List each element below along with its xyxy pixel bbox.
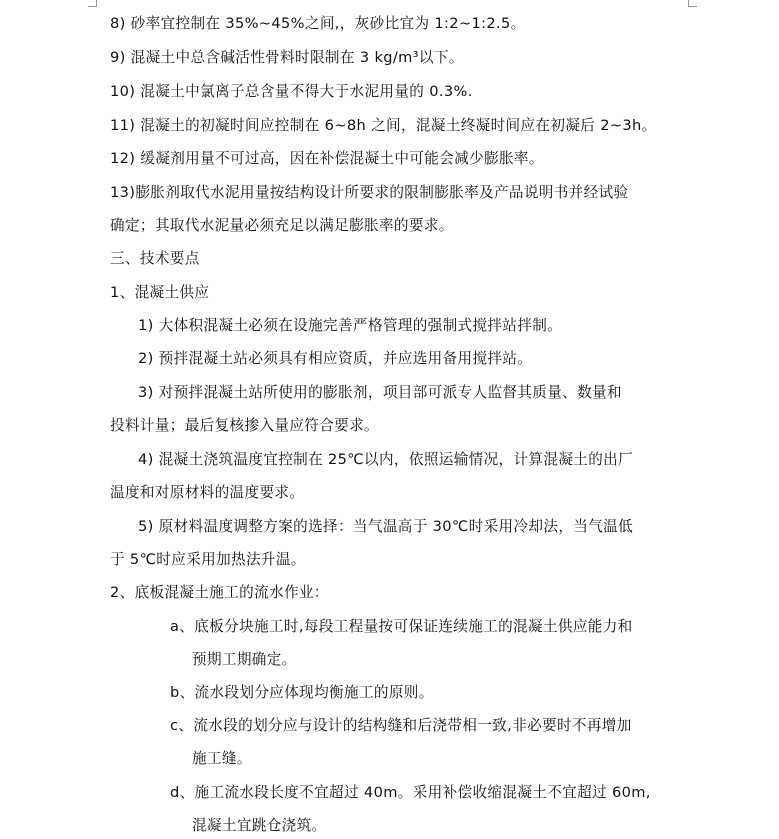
supply-item-4-continuation: 温度和对原材料的温度要求。: [110, 484, 305, 501]
supply-item-5: 5) 原材料温度调整方案的选择：当气温高于 30℃时采用冷却法，当气温低: [138, 518, 634, 535]
item-10-chloride-limit: 10) 混凝土中氯离子总含量不得大于水泥用量的 0.3%.: [110, 83, 473, 100]
flow-item-a: a、底板分块施工时,每段工程量按可保证连续施工的混凝土供应能力和: [170, 618, 633, 635]
item-12-retarder: 12) 缓凝剂用量不可过高，因在补偿混凝土中可能会减少膨胀率。: [110, 150, 544, 167]
supply-item-2: 2) 预拌混凝土站必须具有相应资质，并应选用备用搅拌站。: [138, 350, 533, 367]
item-11-setting-time: 11) 混凝土的初凝时间应控制在 6~8h 之间，混凝土终凝时间应在初凝后 2~3h。: [110, 117, 657, 134]
margin-corner-mark-left: [88, 0, 97, 7]
supply-item-3-continuation: 投料计量；最后复核掺入量应符合要求。: [110, 417, 379, 434]
item-8-sand-ratio: 8) 砂率宜控制在 35%~45%之间,，灰砂比宜为 1:2~1:2.5。: [110, 15, 526, 32]
supply-item-1: 1) 大体积混凝土必须在设施完善严格管理的强制式搅拌站拌制。: [138, 317, 563, 334]
subsection-heading-flow-operation: 2、底板混凝土施工的流水作业：: [110, 584, 329, 601]
item-13-expansive-agent: 13)膨胀剂取代水泥用量按结构设计所要求的限制膨胀率及产品说明书并经试验: [110, 184, 629, 201]
supply-item-3: 3) 对预拌混凝土站所使用的膨胀剂，项目部可派专人监督其质量、数量和: [138, 384, 622, 401]
supply-item-5-continuation: 于 5℃时应采用加热法升温。: [110, 551, 306, 568]
flow-item-d-continuation: 混凝土宜跳仓浇筑。: [192, 817, 327, 834]
flow-item-c-continuation: 施工缝。: [192, 750, 252, 767]
flow-item-d: d、施工流水段长度不宜超过 40m。采用补偿收缩混凝土不宜超过 60m,: [170, 784, 651, 801]
flow-item-b: b、流水段划分应体现均衡施工的原则。: [170, 684, 434, 701]
flow-item-a-continuation: 预期工期确定。: [192, 651, 297, 668]
supply-item-4: 4) 混凝土浇筑温度宜控制在 25℃以内，依照运输情况，计算混凝土的出厂: [138, 451, 634, 468]
item-9-alkali-limit: 9) 混凝土中总含碱活性骨料时限制在 3 kg/m³以下。: [110, 49, 464, 66]
flow-item-c: c、流水段的划分应与设计的结构缝和后浇带相一致,非必要时不再增加: [170, 717, 632, 734]
section-heading-technical-points: 三、技术要点: [110, 250, 200, 267]
item-13-continuation: 确定；其取代水泥量必须充足以满足膨胀率的要求。: [110, 217, 454, 234]
subsection-heading-concrete-supply: 1、混凝土供应: [110, 284, 210, 301]
margin-corner-mark-right: [688, 0, 697, 7]
